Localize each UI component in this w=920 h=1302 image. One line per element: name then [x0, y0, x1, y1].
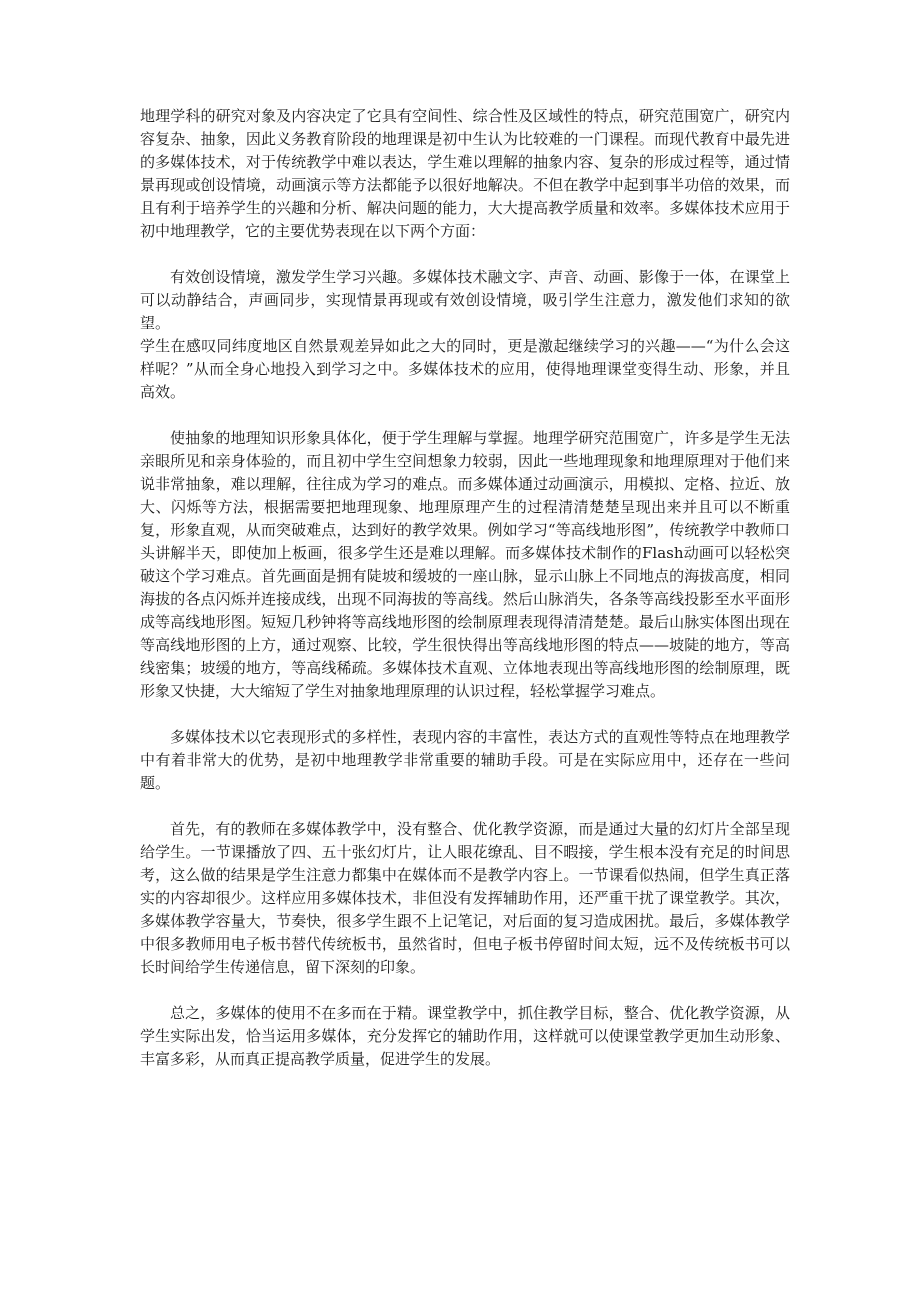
paragraph-conclusion: 总之，多媒体的使用不在多而在于精。课堂教学中，抓住教学目标，整合、优化教学资源，从学生实际出发，恰当运用多媒体，充分发挥它的辅助作用，这样就可以使课堂教学更加生动形象、丰富多彩，从而真正提高教学质量，促进学生的发展。 — [140, 1004, 790, 1068]
paragraph-advantage-1: 有效创设情境，激发学生学习兴趣。多媒体技术融文字、声音、动画、影像于一体，在课堂上可以动静结合，声画同步，实现情景再现或有效创设情境，吸引学生注意力，激发他们求知的欲望。 — [140, 268, 790, 332]
paragraph-problems-intro: 多媒体技术以它表现形式的多样性，表现内容的丰富性，表达方式的直观性等特点在地理教学中有着非常大的优势，是初中地理教学非常重要的辅助手段。可是在实际应用中，还存在一些问题。 — [140, 728, 790, 792]
paragraph-advantage-2: 使抽象的地理知识形象具体化，便于学生理解与掌握。地理学研究范围宽广，许多是学生无法亲眼所见和亲身体验的，而且初中学生空间想象力较弱，因此一些地理现象和地理原理对于他们来说非常抽象，难以理解，往往成为学习的难点。而多媒体通过动画演示，用模拟、定格、拉近、放大、闪烁等方法，根据需要把地理现象、地理原理产生的过程清清楚楚呈现出来并且可以不断重复，形象直观，从而突破难点，达到好的教学效果。例如学习“等高线地形图”，传统教学中教师口头讲解半天，即使加上板画，很多学生还是难以理解。而多媒体技术制作的Flash动画可以轻松突破这个学习难点。首先画面是拥有陡坡和缓坡的一座山脉，显示山脉上不同地点的海拔高度，相同海拔的各点闪烁并连接成线，出现不同海拔的等高线。然后山脉消失，各条等高线投影至水平面形成等高线地形图。短短几秒钟将等高线地形图的绘制原理表现得清清楚楚。最后山脉实体图出现在等高线地形图的上方，通过观察、比较，学生很快得出等高线地形图的特点——坡陡的地方，等高线密集；坡缓的地方，等高线稀疏。多媒体技术直观、立体地表现出等高线地形图的绘制原理，既形象又快捷，大大缩短了学生对抽象地理原理的认识过程，轻松掌握学习难点。 — [140, 429, 790, 700]
paragraph-advantage-1-continued: 学生在感叹同纬度地区自然景观差异如此之大的同时，更是激起继续学习的兴趣——“为什么会这样呢？”从而全身心地投入到学习之中。多媒体技术的应用，使得地理课堂变得生动、形象，并且高效。 — [140, 337, 790, 401]
document-body — [140, 105, 790, 1094]
paragraph-problems: 首先，有的教师在多媒体教学中，没有整合、优化教学资源，而是通过大量的幻灯片全部呈现给学生。一节课播放了四、五十张幻灯片，让人眼花缭乱、目不暇接，学生根本没有充足的时间思考，这么做的结果是学生注意力都集中在媒体而不是教学内容上。一节课看似热闹，但学生真正落实的内容却很少。这样应用多媒体技术，非但没有发挥辅助作用，还严重干扰了课堂教学。其次，多媒体教学容量大，节奏快，很多学生跟不上记笔记，对后面的复习造成困扰。最后，多媒体教学中很多教师用电子板书替代传统板书，虽然省时，但电子板书停留时间太短，远不及传统板书可以长时间给学生传递信息，留下深刻的印象。 — [140, 820, 790, 976]
paragraph-intro: 地理学科的研究对象及内容决定了它具有空间性、综合性及区域性的特点，研究范围宽广，研究内容复杂、抽象，因此义务教育阶段的地理课是初中生认为比较难的一门课程。而现代教育中最先进的多媒体技术，对于传统教学中难以表达，学生难以理解的抽象内容、复杂的形成过程等，通过情景再现或创设情境，动画演示等方法都能予以很好地解决。不但在教学中起到事半功倍的效果，而且有利于培养学生的兴趣和分析、解决问题的能力，大大提高教学质量和效率。多媒体技术应用于初中地理教学，它的主要优势表现在以下两个方面： — [140, 107, 790, 240]
